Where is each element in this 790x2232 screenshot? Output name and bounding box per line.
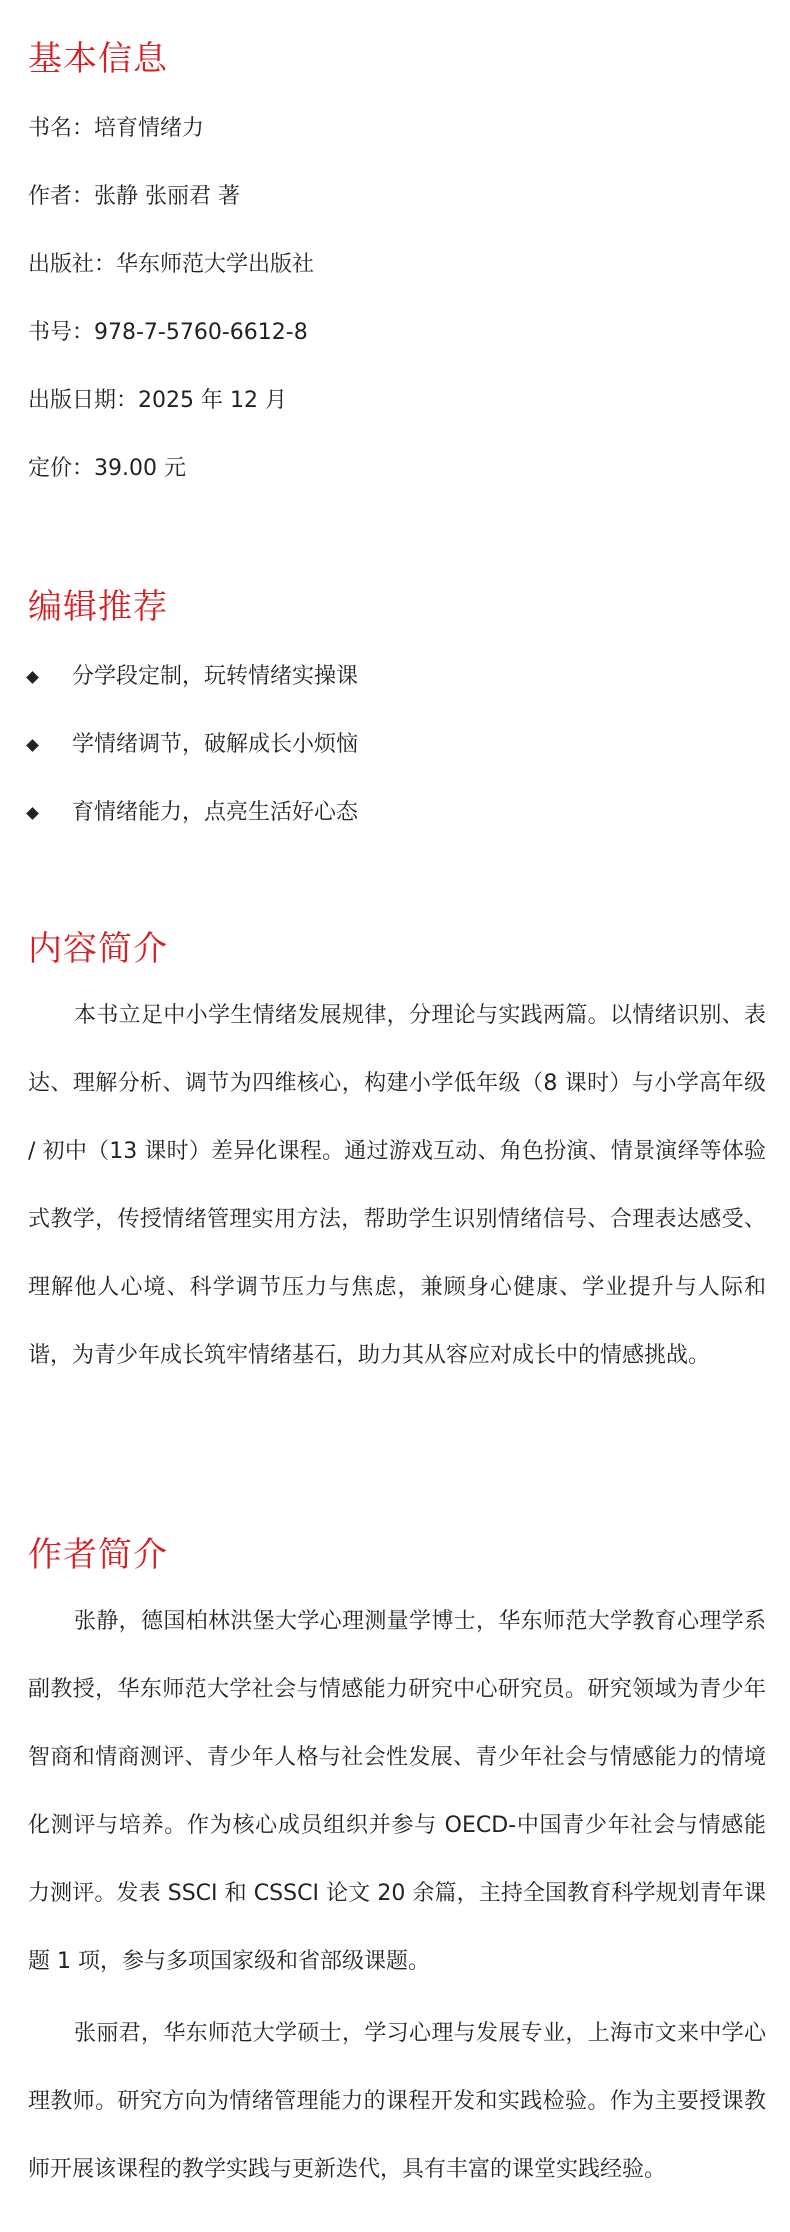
book-isbn: 书号：978-7-5760-6612-8	[28, 320, 308, 345]
content-intro-paragraph: 本书立足中小学生情绪发展规律，分理论与实践两篇。以情绪识别、表达、理解分析、调节为四维核心，构建小学低年级（8 课时）与小学高年级 / 初中（13 课时）差异化课程。通过游戏互动、角色扮演、情景演绎等体验式教学，传授情绪管理实用方法，帮助学生识别情绪信号、合理表达感受、理解他人心境、科学调节压力与焦虑，兼顾身心健康、学业提升与人际和谐，为青少年成长筑牢情绪基石，助力其从容应对成长中的情感挑战。	[28, 1003, 766, 1368]
recommend-text: 学情绪调节，破解成长小烦恼	[72, 732, 359, 757]
recommend-text: 分学段定制，玩转情绪实操课	[72, 664, 359, 689]
author-intro-paragraph-zhanglijun: 张丽君，华东师范大学硕士，学习心理与发展专业，上海市文来中学心理教师。研究方向为情绪管理能力的课程开发和实践检验。作为主要授课教师开展该课程的教学实践与更新迭代，具有丰富的课堂实践经验。	[28, 2021, 766, 2182]
diamond-bullet-icon	[26, 671, 39, 684]
book-price: 定价：39.00 元	[28, 456, 186, 481]
author-intro-title: 作者简介	[28, 1535, 168, 1575]
editor-recommend-title: 编辑推荐	[28, 587, 168, 627]
author-intro-paragraph-zhangjing: 张静，德国柏林洪堡大学心理测量学博士，华东师范大学教育心理学系副教授，华东师范大学社会与情感能力研究中心研究员。研究领域为青少年智商和情商测评、青少年人格与社会性发展、青少年社会与情感能力的情境化测评与培养。作为核心成员组织并参与 OECD-中国青少年社会与情感能力测评。发表 SSCI 和 CSSCI 论文 20 余篇，主持全国教育科学规划青年课题 1 项，参与多项国家级和省部级课题。	[28, 1609, 766, 1974]
book-pub-date: 出版日期：2025 年 12 月	[28, 388, 287, 413]
diamond-bullet-icon	[26, 739, 39, 752]
book-name: 书名：培育情绪力	[28, 116, 205, 141]
content-intro-title: 内容简介	[28, 929, 168, 969]
book-author: 作者：张静 张丽君 著	[28, 184, 240, 209]
diamond-bullet-icon	[26, 807, 39, 820]
basic-info-title: 基本信息	[28, 39, 168, 79]
recommend-text: 育情绪能力，点亮生活好心态	[72, 800, 359, 825]
book-publisher: 出版社：华东师范大学出版社	[28, 252, 315, 277]
